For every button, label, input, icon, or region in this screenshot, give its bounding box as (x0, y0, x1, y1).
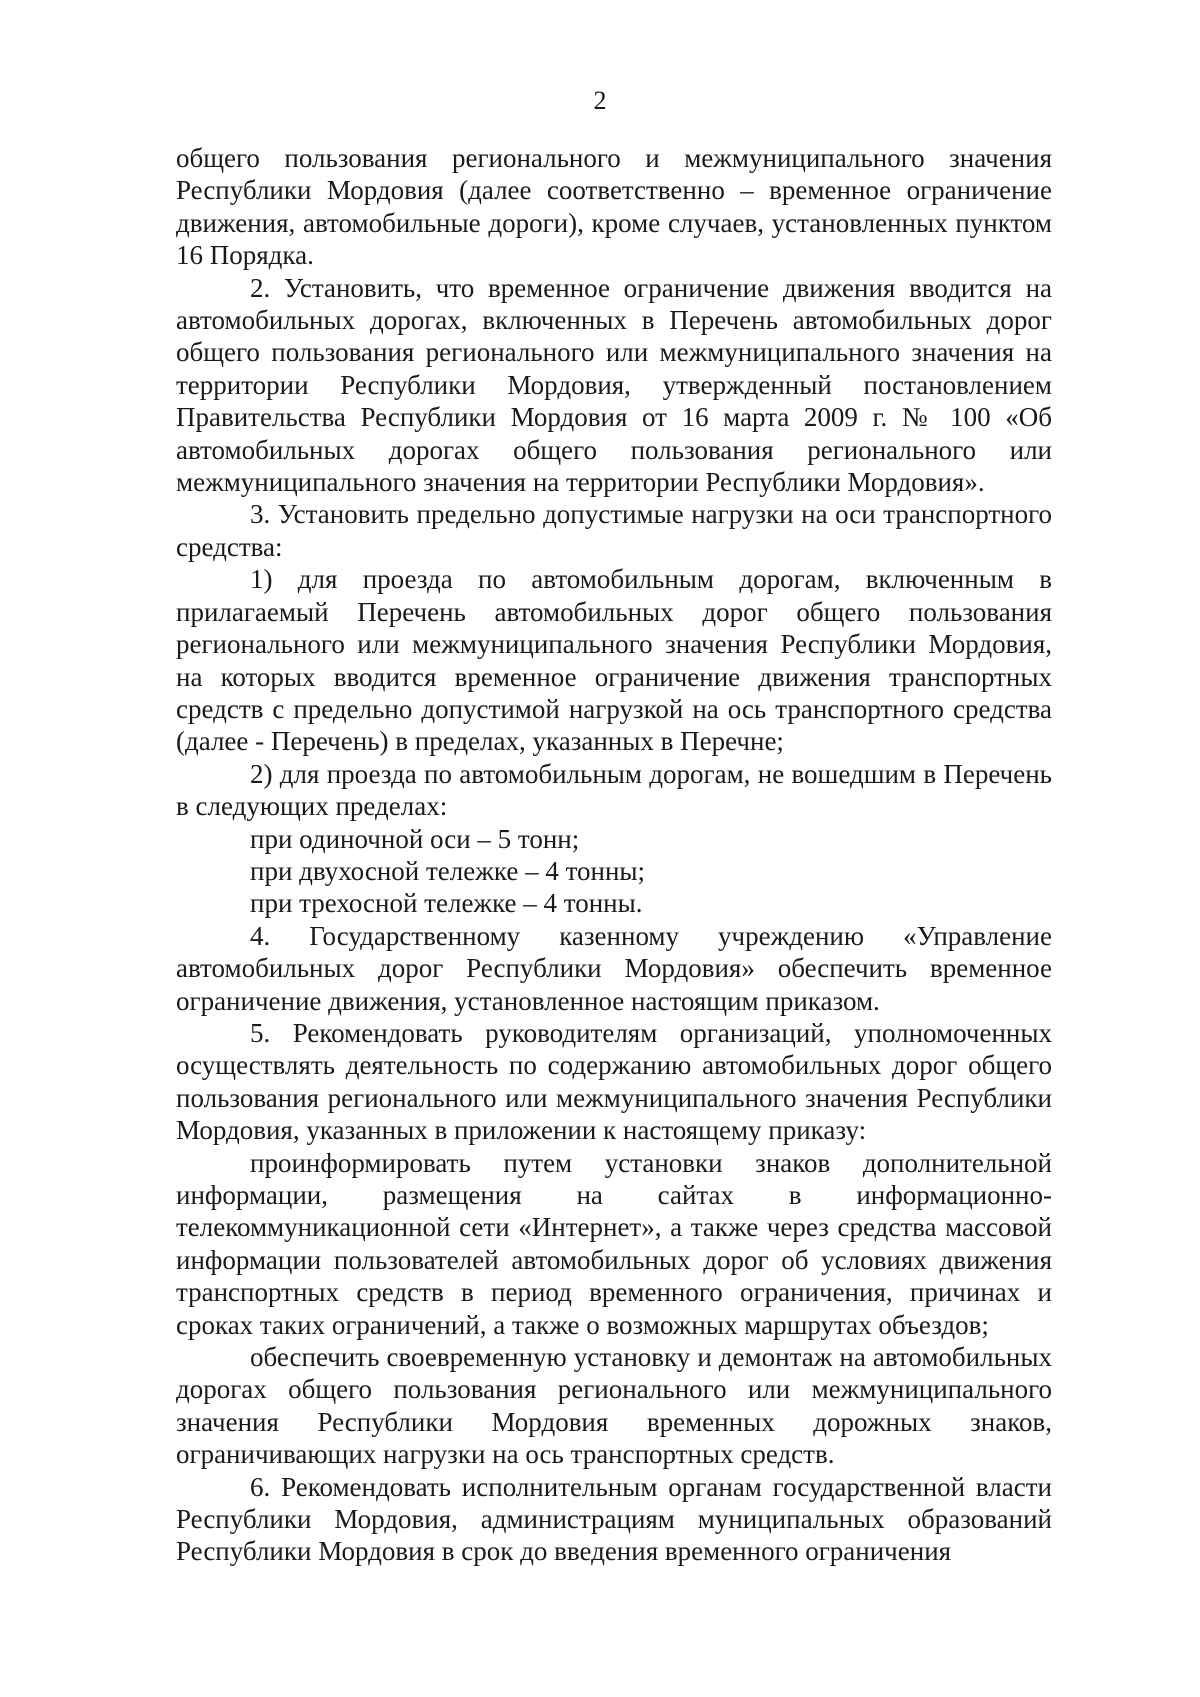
limit-single-axle: при одиночной оси – 5 тонн; (250, 823, 580, 854)
paragraph-item-4: 4. Государственному казенному учреждению «Управление автомобильных дорог Республики Мордовия» обеспечить временное ограничение движения, установленное настоящим приказом. (176, 920, 1052, 1016)
paragraph-item-3: 3. Установить предельно допустимые нагрузки на оси транспортного средства: (176, 499, 1052, 562)
paragraph-item-2: 2. Установить, что временное ограничение движения вводится на автомобильных дорогах, включенных в Перечень автомобильных дорог общего пользования регионального или межмуниципального значения на территории Республики Мордовия, утвержденный постановлением Правительства Республики Мордовия от 16 марта 2009 г. № 100 «Об автомобильных дорогах общего пользования регионального или межмуниципального значения на территории Республики Мордовия». (176, 272, 1052, 498)
paragraph-continuation: общего пользования регионального и межмуниципального значения Республики Мордовия (далее соответственно – временное ограничение движения, автомобильные дороги), кроме случаев, установленных пунктом 16 Порядка. (176, 143, 1052, 271)
paragraph-item-5-inform: проинформировать путем установки знаков дополнительной информации, размещения на сайтах в информационно-телекоммуникационной сети «Интернет», а также через средства массовой информации пользователей автомобильных дорог об условиях движения транспортных средств в период временного ограничения, причинах и сроках таких ограничений, а также о возможных маршрутах объездов; (176, 1147, 1052, 1340)
paragraph-item-5-signs: обеспечить своевременную установку и демонтаж на автомобильных дорогах общего пользования регионального или межмуниципального значения Республики Мордовия временных дорожных знаков, ограничивающих нагрузки на ось транспортных средств. (176, 1342, 1052, 1470)
document-body (176, 142, 1052, 1568)
paragraph-item-5: 5. Рекомендовать руководителям организаций, уполномоченных осуществлять деятельность по содержанию автомобильных дорог общего пользования регионального или межмуниципального значения Республики Мордовия, указанных в приложении к настоящему приказу: (176, 1017, 1052, 1146)
paragraph-subitem-1: 1) для проезда по автомобильным дорогам, включенным в прилагаемый Перечень автомобильных дорог общего пользования регионального или межмуниципального значения Республики Мордовия, на которых вводится временное ограничение движения транспортных средств с предельно допустимой нагрузкой на ось транспортного средства (далее - Перечень) в пределах, указанных в Перечне; (176, 564, 1052, 757)
paragraph-item-6: 6. Рекомендовать исполнительным органам государственной власти Республики Мордовия, администрациям муниципальных образований Республики Мордовия в срок до введения временного ограничения (176, 1471, 1052, 1567)
paragraph-subitem-2: 2) для проезда по автомобильным дорогам, не вошедшим в Перечень в следующих пределах: (176, 758, 1052, 822)
limit-three-axle-bogie: при трехосной тележке – 4 тонны. (250, 888, 643, 919)
page-number: 2 (593, 86, 607, 115)
limit-two-axle-bogie: при двухосной тележке – 4 тонны; (250, 855, 646, 886)
